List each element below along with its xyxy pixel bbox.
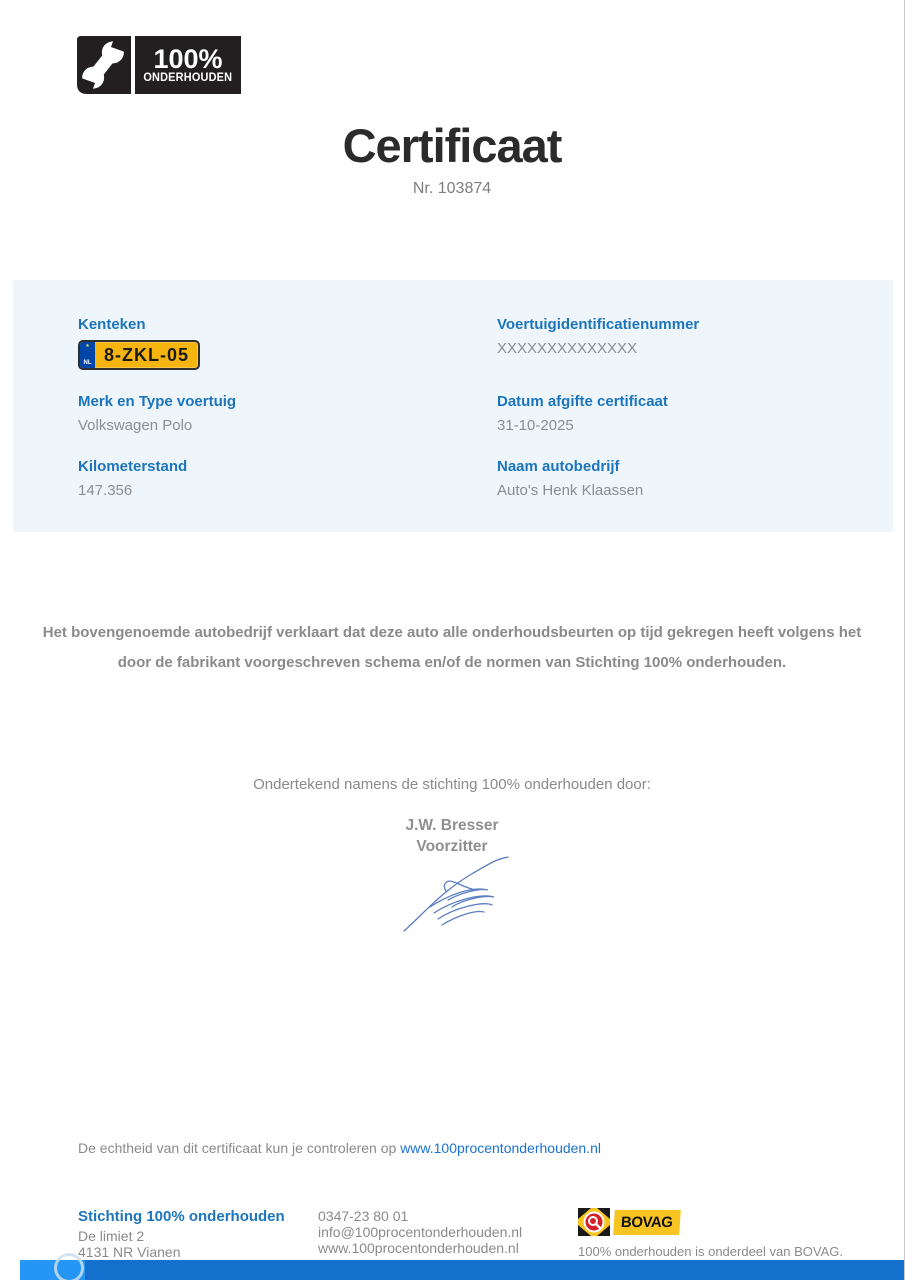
bovag-note: 100% onderhouden is onderdeel van BOVAG. <box>578 1244 843 1259</box>
footer-org-name: Stichting 100% onderhouden <box>78 1208 285 1225</box>
signature-icon <box>400 855 515 935</box>
footer-email: info@100procentonderhouden.nl <box>318 1224 523 1240</box>
datum-label: Datum afgifte certificaat <box>497 393 668 410</box>
footer-bovag <box>578 1208 843 1259</box>
bovag-icon <box>578 1208 610 1236</box>
signing-intro: Ondertekend namens de stichting 100% onderhouden door: <box>253 776 651 793</box>
eu-stars-icon: ★ <box>85 343 90 349</box>
vin-value: XXXXXXXXXXXXXX <box>497 340 638 357</box>
plate-country: NL <box>83 360 92 366</box>
kilometerstand-label: Kilometerstand <box>78 458 188 475</box>
field-autobedrijf <box>497 458 893 499</box>
signer-role: Voorzitter <box>416 838 488 855</box>
footer-organisation <box>78 1208 318 1260</box>
declaration-text: Het bovengenoemde autobedrijf verklaart dat deze auto alle onderhoudsbeurten op tijd gekregen heeft volgens het door de fabrikant voorgeschreven schema en/of de normen van Stichting 100% onderhouden. <box>42 624 862 671</box>
kilometerstand-value: 147.356 <box>78 482 133 499</box>
signer-block <box>0 815 904 857</box>
bottom-bar <box>20 1260 904 1280</box>
footer-contact <box>318 1208 578 1256</box>
bovag-logo <box>578 1208 843 1236</box>
field-merk <box>78 393 497 458</box>
brand-logo <box>75 36 241 94</box>
field-vin <box>497 316 893 393</box>
field-kenteken <box>78 316 497 393</box>
license-plate <box>78 340 200 370</box>
footer <box>78 1208 843 1260</box>
footer-website: www.100procentonderhouden.nl <box>318 1240 519 1256</box>
vin-label: Voertuigidentificatienummer <box>497 316 700 333</box>
logo-percent: 100% <box>153 44 223 74</box>
ring-decoration <box>54 1253 84 1280</box>
autobedrijf-label: Naam autobedrijf <box>497 458 620 475</box>
footer-address-line1: De limiet 2 <box>78 1228 145 1244</box>
bovag-wordmark: BOVAG <box>613 1210 681 1235</box>
logo-word: ONDERHOUDEN <box>143 72 233 84</box>
certificate-number: Nr. 103874 <box>412 180 492 197</box>
verify-link[interactable]: www.100procentonderhouden.nl <box>400 1140 601 1156</box>
logo-text <box>135 36 241 94</box>
verify-line <box>78 1140 601 1156</box>
field-datum <box>497 393 893 458</box>
merk-value: Volkswagen Polo <box>78 417 193 434</box>
field-kilometerstand <box>78 458 497 499</box>
autobedrijf-value: Auto's Henk Klaassen <box>497 482 644 499</box>
verify-text: De echtheid van dit certificaat kun je controleren op <box>78 1140 401 1156</box>
footer-address-line2: 4131 NR Vianen <box>78 1244 181 1260</box>
footer-phone: 0347-23 80 01 <box>318 1208 409 1224</box>
page-title: Certificaat <box>342 119 562 172</box>
wrench-icon <box>75 36 131 94</box>
plate-number: 8-ZKL-05 <box>103 344 189 365</box>
datum-value: 31-10-2025 <box>497 417 574 434</box>
signer-name: J.W. Bresser <box>405 817 499 834</box>
vehicle-info-box <box>13 280 893 532</box>
merk-label: Merk en Type voertuig <box>78 393 237 410</box>
kenteken-label: Kenteken <box>78 316 146 333</box>
eu-band <box>80 342 95 368</box>
